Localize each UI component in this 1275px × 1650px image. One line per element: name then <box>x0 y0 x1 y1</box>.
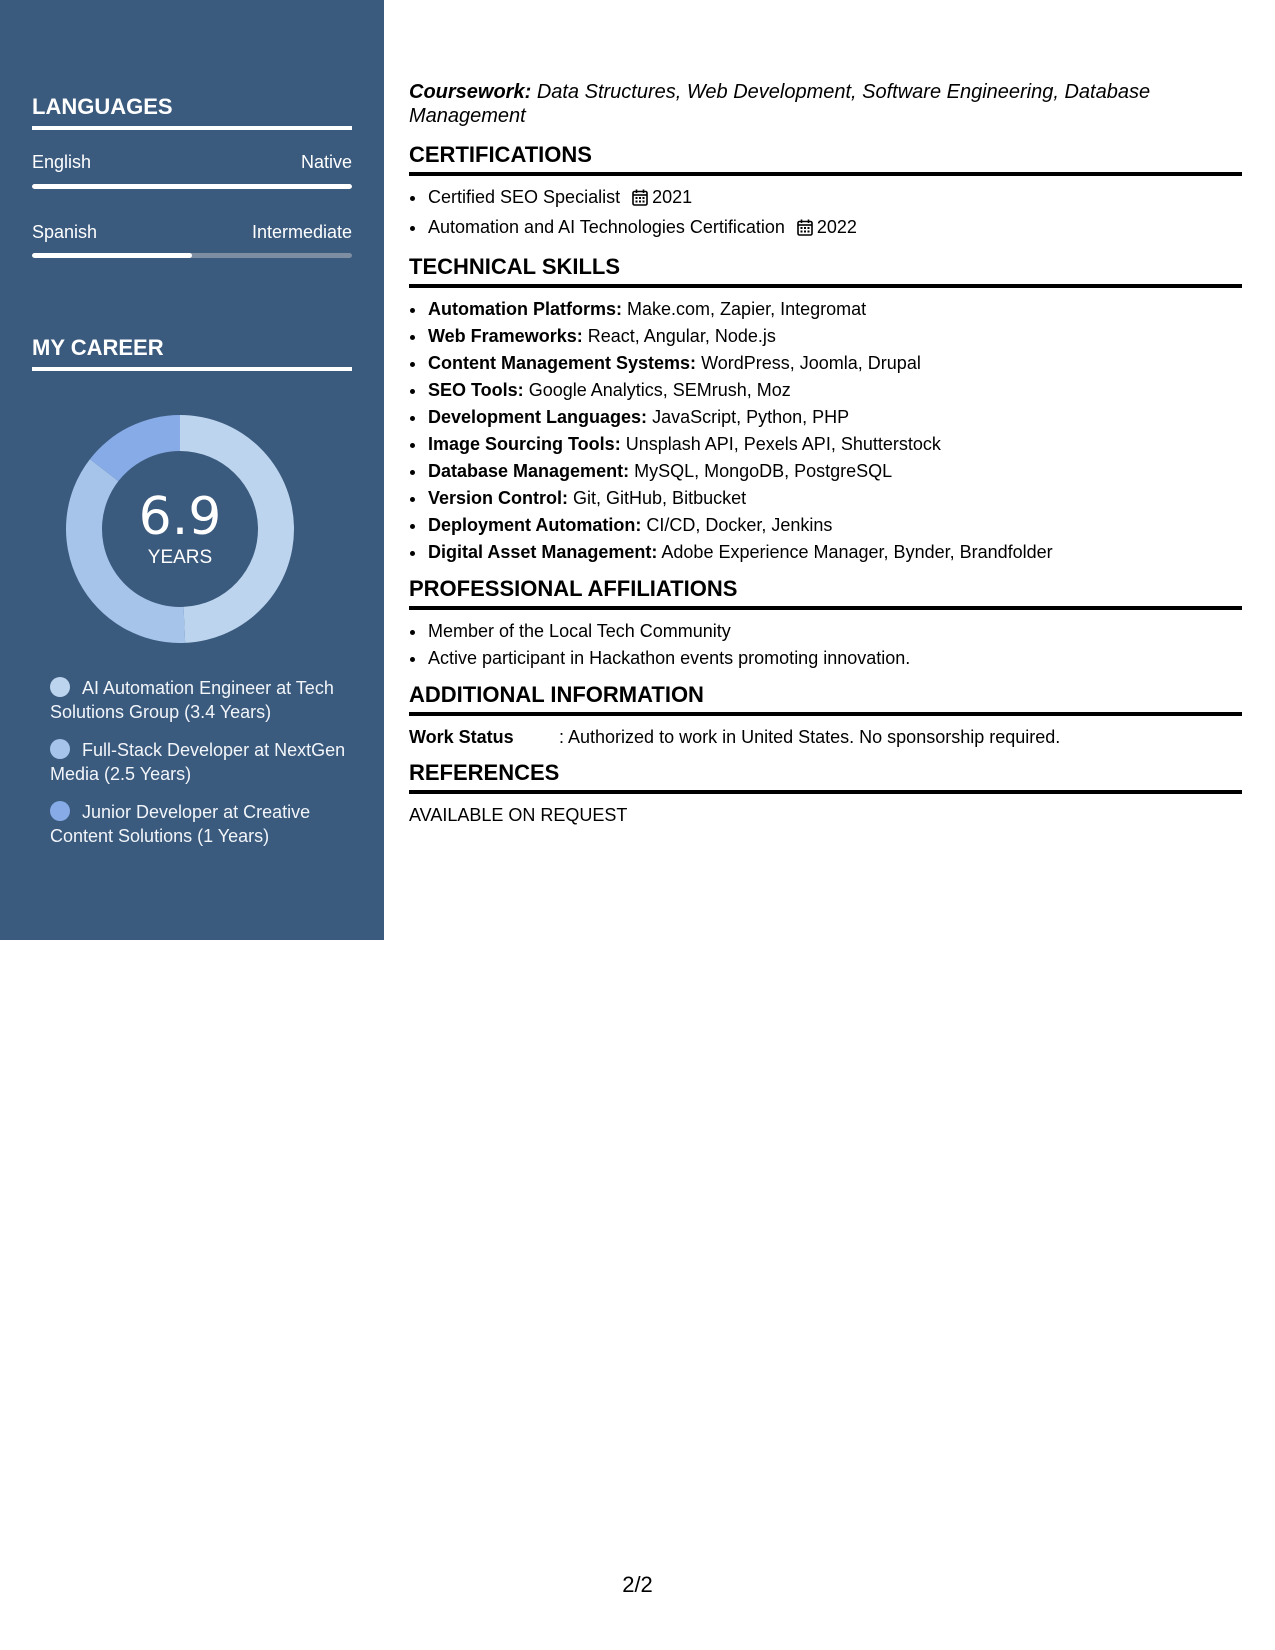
certification-name: Certified SEO Specialist <box>428 187 621 207</box>
language-english <box>32 152 352 173</box>
career-item-text: Full-Stack Developer at NextGen Media (2.5 Years) <box>50 740 346 784</box>
page-number: 2/2 <box>622 1572 653 1597</box>
skill-label: SEO Tools: <box>428 380 524 400</box>
certifications-title: CERTIFICATIONS <box>409 142 1242 176</box>
skill-value: WordPress, Joomla, Drupal <box>701 353 921 373</box>
skill-label: Digital Asset Management: <box>428 542 658 562</box>
references-title: REFERENCES <box>409 760 1242 794</box>
skills-section <box>409 254 1242 566</box>
work-status-label: Work Status <box>409 727 514 747</box>
certification-item <box>427 214 1242 244</box>
career-title: MY CAREER <box>32 335 352 371</box>
references-section <box>409 760 1242 828</box>
skill-label: Image Sourcing Tools: <box>428 434 621 454</box>
skill-item <box>427 377 1242 404</box>
skill-value: Make.com, Zapier, Integromat <box>627 299 867 319</box>
skill-label: Content Management Systems: <box>428 353 697 373</box>
language-bar-fill <box>32 184 352 189</box>
certifications-section <box>409 142 1242 244</box>
career-item <box>50 738 350 786</box>
skill-value: MySQL, MongoDB, PostgreSQL <box>634 461 893 481</box>
affiliations-section <box>409 576 1242 672</box>
career-item <box>50 676 350 724</box>
career-donut <box>66 415 294 643</box>
career-total-unit: YEARS <box>147 547 213 568</box>
certification-item <box>427 184 1242 214</box>
skill-item <box>427 323 1242 350</box>
affiliations-title: PROFESSIONAL AFFILIATIONS <box>409 576 1242 610</box>
main-content <box>409 80 1242 838</box>
work-status-value: : Authorized to work in United States. No sponsorship required. <box>559 727 1061 747</box>
skill-value: Git, GitHub, Bitbucket <box>573 488 747 508</box>
skill-label: Version Control: <box>428 488 569 508</box>
sidebar <box>0 0 384 940</box>
calendar-icon <box>632 187 648 214</box>
skill-item <box>427 458 1242 485</box>
language-name: Spanish <box>32 222 98 242</box>
skill-item <box>427 404 1242 431</box>
career-dot <box>50 677 70 697</box>
skills-list <box>409 296 1242 566</box>
language-bar-fill <box>32 253 192 258</box>
skill-item <box>427 485 1242 512</box>
skill-value: Unsplash API, Pexels API, Shutterstock <box>625 434 941 454</box>
career-donut-center <box>66 415 294 643</box>
work-status-row <box>409 724 1242 750</box>
skill-label: Web Frameworks: <box>428 326 583 346</box>
skill-value: React, Angular, Node.js <box>587 326 776 346</box>
certification-year: 2022 <box>816 217 857 237</box>
certification-year: 2021 <box>652 187 693 207</box>
references-text: AVAILABLE ON REQUEST <box>409 805 628 825</box>
skill-value: Adobe Experience Manager, Bynder, Brandfolder <box>661 542 1053 562</box>
skill-label: Automation Platforms: <box>428 299 623 319</box>
certification-name: Automation and AI Technologies Certification <box>428 217 785 237</box>
certifications-list <box>409 184 1242 244</box>
skill-value: Google Analytics, SEMrush, Moz <box>528 380 791 400</box>
language-bar-english <box>32 184 352 189</box>
skill-item <box>427 512 1242 539</box>
coursework-text: Data Structures, Web Development, Software Engineering, Database Management <box>409 81 1151 127</box>
career-item <box>50 800 350 848</box>
affiliation-item: • Member of the Local Tech Community <box>427 618 1242 645</box>
language-level: Native <box>300 152 352 172</box>
skill-value: CI/CD, Docker, Jenkins <box>646 515 833 535</box>
coursework-label: Coursework: <box>409 81 532 103</box>
career-item-text: Junior Developer at Creative Content Solutions (1 Years) <box>50 802 311 846</box>
career-item-text: AI Automation Engineer at Tech Solutions Group (3.4 Years) <box>50 678 334 722</box>
additional-section <box>409 682 1242 750</box>
skill-item <box>427 539 1242 566</box>
coursework <box>409 80 1242 128</box>
calendar-icon <box>797 217 813 244</box>
skill-label: Development Languages: <box>428 407 648 427</box>
skill-item <box>427 431 1242 458</box>
language-level: Intermediate <box>251 222 352 242</box>
skill-label: Deployment Automation: <box>428 515 642 535</box>
career-list <box>50 676 350 862</box>
additional-title: ADDITIONAL INFORMATION <box>409 682 1242 716</box>
language-spanish <box>32 222 352 243</box>
skill-label: Database Management: <box>428 461 630 481</box>
career-total-years: 6.9 <box>138 487 222 547</box>
affiliations-list <box>409 618 1242 672</box>
skill-item <box>427 350 1242 377</box>
language-bar-spanish <box>32 253 352 258</box>
career-dot <box>50 739 70 759</box>
skill-item <box>427 296 1242 323</box>
languages-title: LANGUAGES <box>32 94 352 130</box>
skills-title: TECHNICAL SKILLS <box>409 254 1242 288</box>
affiliation-item: • Active participant in Hackathon events promoting innovation. <box>427 645 1242 672</box>
career-dot <box>50 801 70 821</box>
skill-value: JavaScript, Python, PHP <box>652 407 850 427</box>
language-name: English <box>32 152 92 172</box>
